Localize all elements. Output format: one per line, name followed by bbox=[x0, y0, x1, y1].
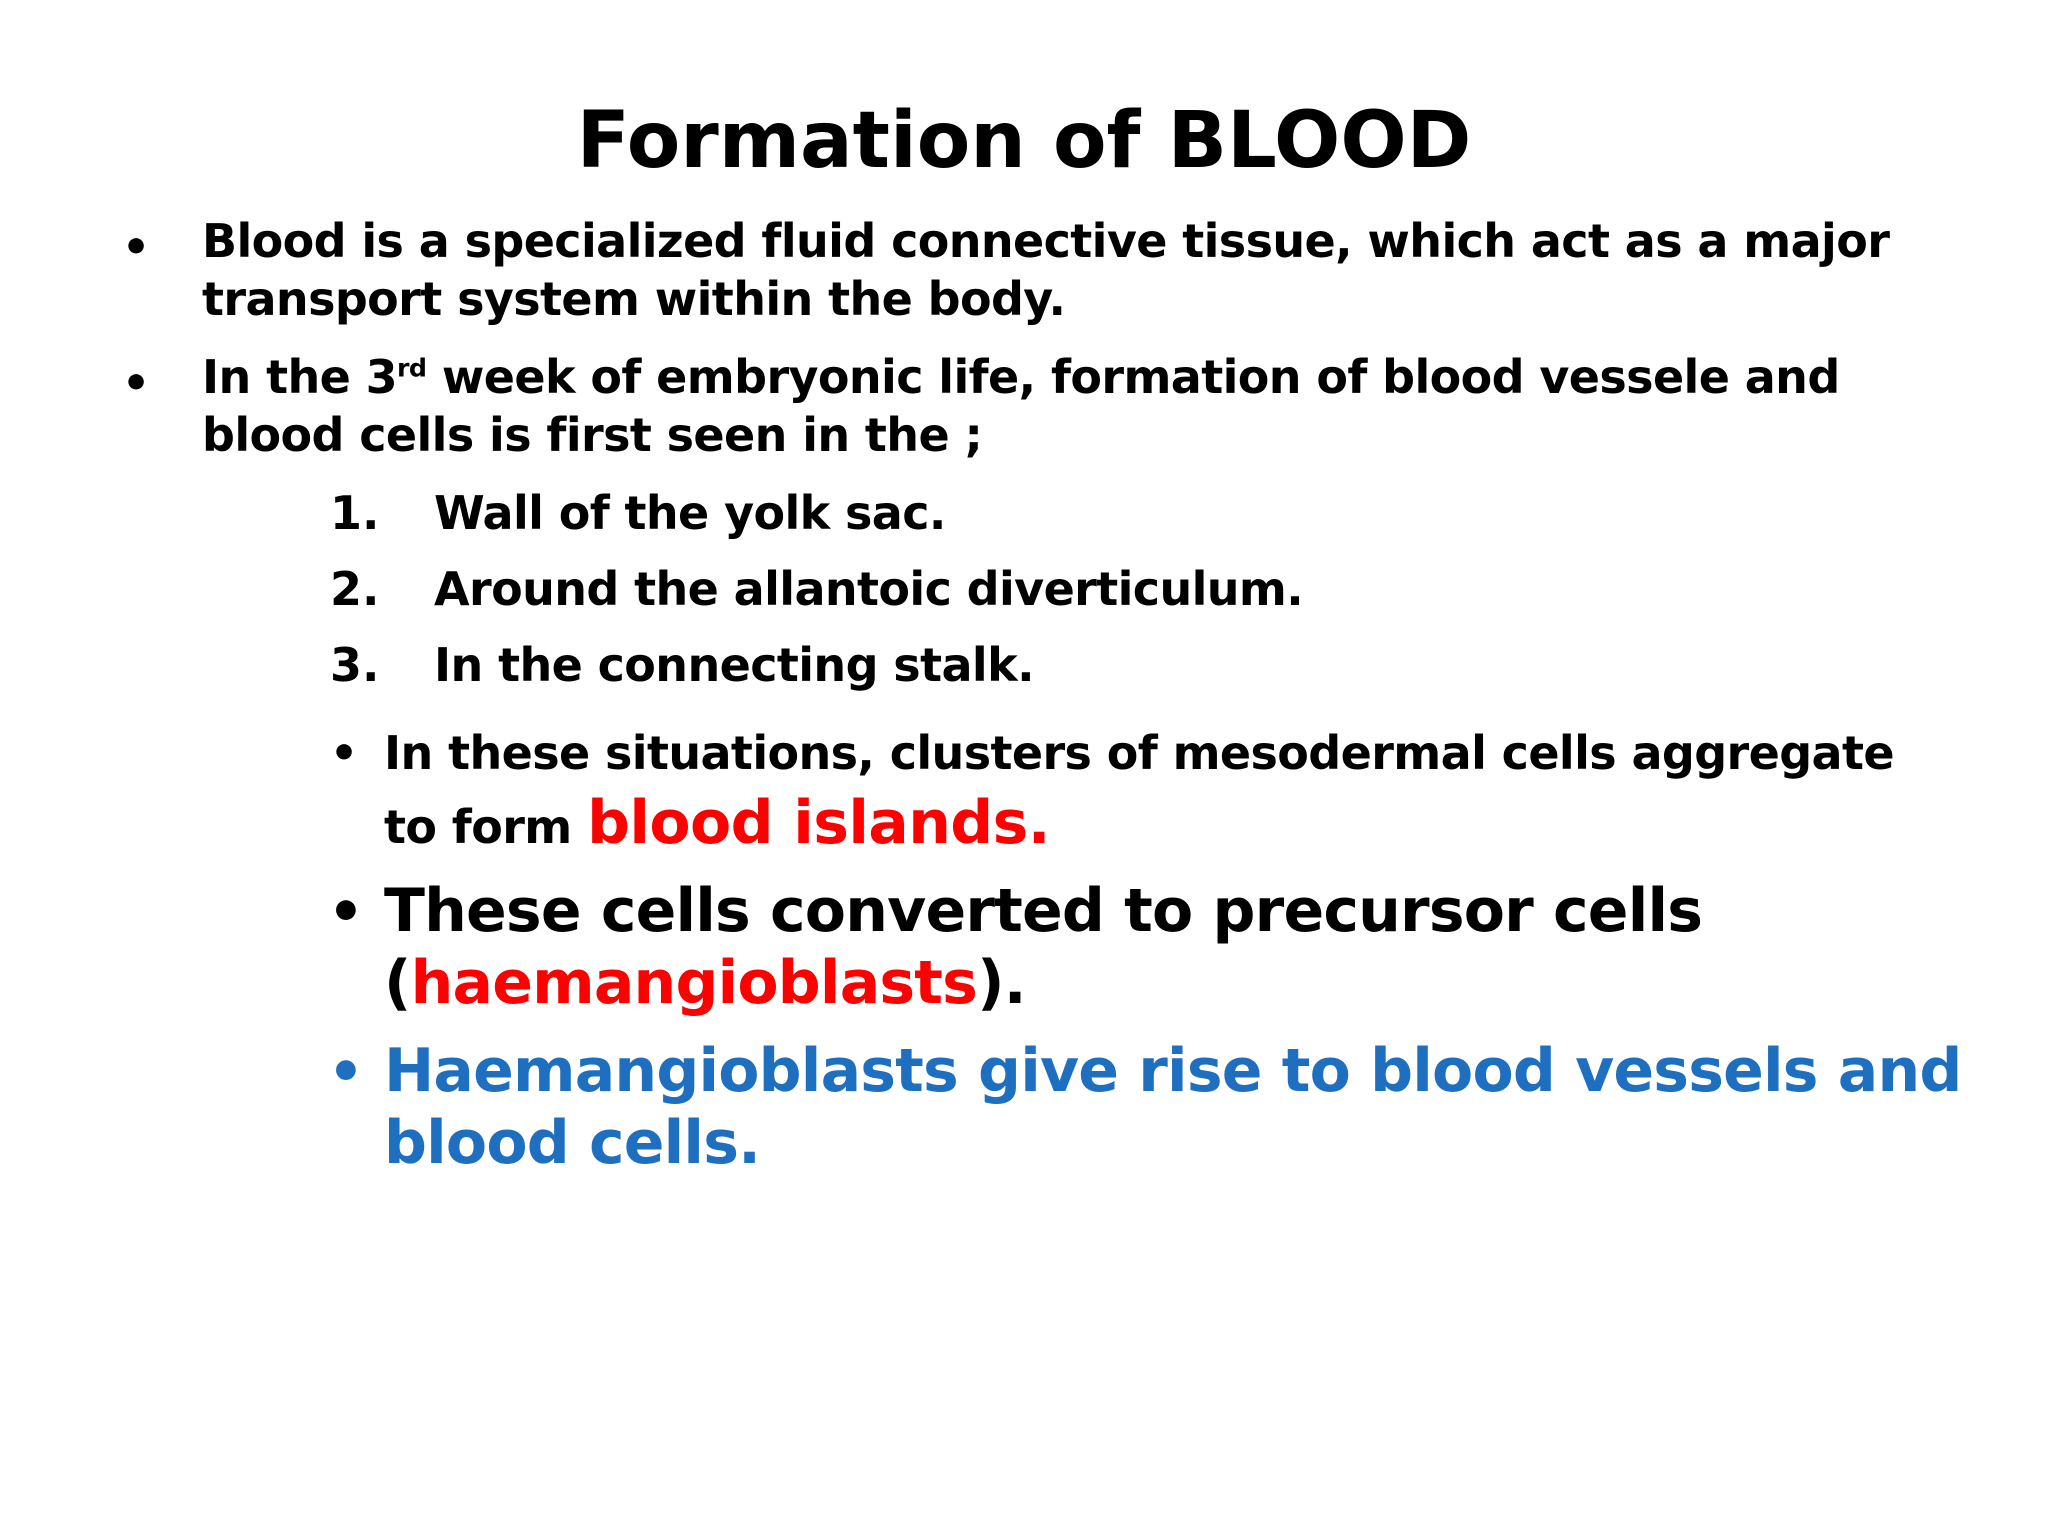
slide-title: Formation of BLOOD bbox=[576, 96, 1472, 186]
bullet-2-text-end: week of embryonic life, formation of blood vessele and bbox=[426, 350, 1840, 404]
blood-islands-highlight: blood islands. bbox=[587, 788, 1050, 858]
bullet-1-line-1: Blood is a specialized fluid connective tissue, which act as a major bbox=[202, 214, 1890, 268]
sub-bullet-1-line-1: In these situations, clusters of mesodermal cells aggregate bbox=[384, 726, 1894, 780]
sub-bullet-2-line-1: These cells converted to precursor cells bbox=[384, 876, 1703, 946]
bullet-2-text-start: In the 3 bbox=[202, 350, 398, 404]
bullet-1-line-2: transport system within the body. bbox=[202, 272, 1066, 326]
bullet-2-line-1 bbox=[202, 350, 1840, 404]
list-item-1-text: Wall of the yolk sac. bbox=[434, 486, 946, 540]
list-item-2-text: Around the allantoic diverticulum. bbox=[434, 562, 1304, 616]
bullet-1-marker: • bbox=[122, 222, 151, 273]
sub-bullet-3-marker: • bbox=[328, 1040, 364, 1105]
list-item-1-number: 1. bbox=[330, 486, 380, 540]
sub-bullet-1-line-2 bbox=[384, 788, 1050, 858]
bullet-2-line-2: blood cells is first seen in the ; bbox=[202, 408, 983, 462]
bullet-2-marker: • bbox=[122, 358, 151, 409]
list-item-2-number: 2. bbox=[330, 562, 380, 616]
haemangioblasts-highlight: haemangioblasts bbox=[410, 948, 978, 1018]
sub-bullet-1-marker: • bbox=[330, 728, 359, 779]
sub-bullet-3-line-2: blood cells. bbox=[384, 1108, 761, 1178]
sub-bullet-1-text: to form bbox=[384, 800, 588, 854]
list-item-3-number: 3. bbox=[330, 638, 380, 692]
paren-open: ( bbox=[384, 948, 411, 1018]
sub-bullet-3-line-1: Haemangioblasts give rise to blood vessels and bbox=[384, 1036, 1962, 1106]
sub-bullet-2-marker: • bbox=[328, 880, 364, 945]
paren-close: ). bbox=[977, 948, 1026, 1018]
list-item-3-text: In the connecting stalk. bbox=[434, 638, 1034, 692]
sub-bullet-2-line-2 bbox=[384, 948, 1026, 1018]
ordinal-superscript: rd bbox=[397, 353, 427, 383]
